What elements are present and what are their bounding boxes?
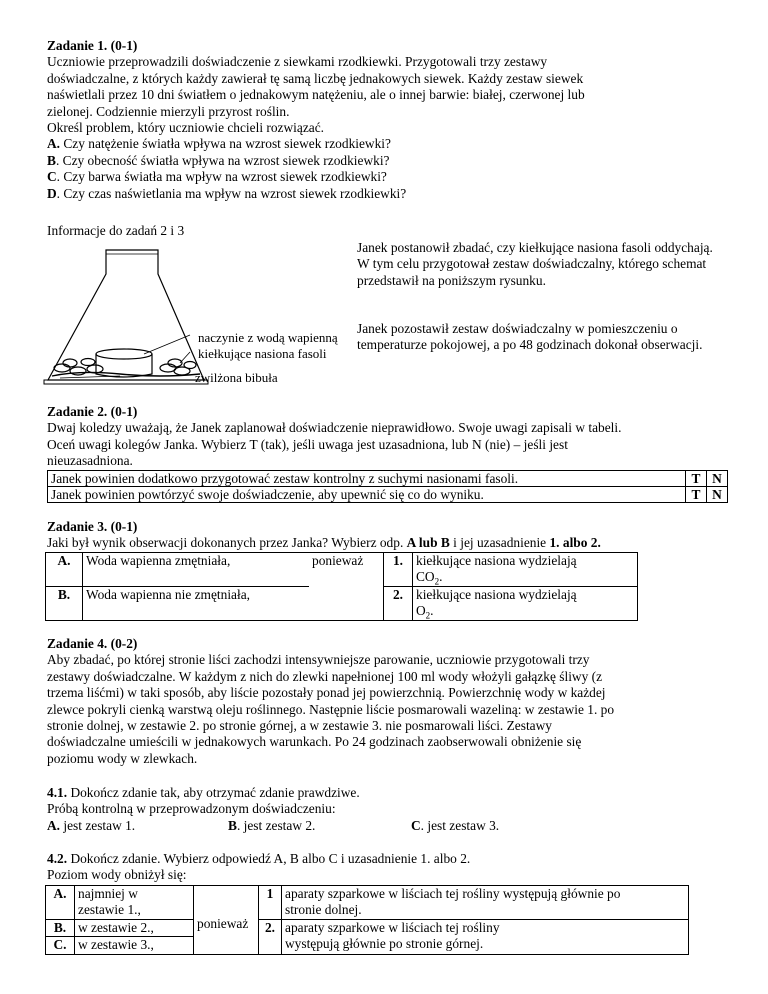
task-4-1-stem: Próbą kontrolną w przeprowadzonym doświadczeniu: [47,801,336,817]
statement: Janek powinien powtórzyć swoje doświadczenie, aby upewnić się co do wyniku. [48,486,686,502]
because: ponieważ [309,553,384,621]
task-1-line: zielonej. Codziennie mierzyli przyrost roślin. [47,103,290,119]
choice-a-text: najmniej w zestawie 1., [75,886,194,920]
task-4-line: poziomu wody w zlewkach. [47,750,198,766]
answer-grid [45,552,638,621]
reason-1[interactable]: 1. [384,553,413,587]
task-3-title: Zadanie 3. (0-1) [47,519,138,534]
task-1-line: doświadczalne, z których każdy zawierał tę samą liczbę jednakowych siewek. Każdy zestaw siewek [47,70,584,86]
task-1-line: Uczniowie przeprowadzili doświadczenie z siewkami rzodkiewki. Przygotowali trzy zestawy [47,54,548,70]
choice-b[interactable]: B. [46,586,83,620]
statement: Janek powinien dodatkowo przygotować zestaw kontrolny z suchymi nasionami fasoli. [48,470,686,486]
answer-false[interactable]: N [707,470,728,486]
choice-a[interactable]: A. [46,886,75,920]
task-1-line: naświetlali przez 10 dni światłem o jednakowym natężeniu, ale o innej barwie: białej, czerwonej lub [47,87,585,103]
task-2-line: nieuzasadniona. [47,453,133,469]
table-row [48,470,728,486]
because: ponieważ [194,886,259,955]
task-4-title: Zadanie 4. (0-2) [47,636,138,651]
option-c[interactable]: C. jest zestaw 3. [411,817,500,833]
reason-1-text: kiełkujące nasiona wydzielają $CO_2$. [413,553,638,587]
table-row [48,486,728,502]
task-4-line: doświadczalne umieścili w jednakowych warunkach. Po 24 godzinach zaobserwowali obniżenie się [47,734,582,750]
task-1-line: Określ problem, który uczniowie chcieli rozwiązać. [47,120,324,136]
choice-b-text: Woda wapienna nie zmętniała, [83,586,310,620]
task-4-line: stronie dolnej, w zestawie 2. po stronie górnej, a w zestawie 3. nie posmarowali liści. Zestawy [47,718,552,734]
task-4-line: zestawy doświadczalne. W każdym z nich do zlewki napełnionej 100 ml wody włożyli gałązkę śliwy (z [47,668,603,684]
choice-b[interactable]: B. [46,919,75,936]
option-b[interactable]: B. Czy obecność światła wpływa na wzrost siewek rzodkiewki? [47,152,390,168]
task-2-line: Dwaj koledzy uważają, że Janek zaplanował doświadczenie nieprawidłowo. Swoje uwagi zapisali w tabeli. [47,420,622,436]
task-4 [47,636,727,767]
reason-2-text: kiełkujące nasiona wydzielają $O_2$. [413,586,638,620]
answer-true[interactable]: T [686,470,707,486]
task-4-line: trzema liśćmi) w taki sposób, aby liście pozostały ponad jej powierzchnią. Powierzchnię wody w każdej [47,685,606,701]
info-heading: Informacje do zadań 2 i 3 [47,223,185,238]
task-4-2-stem: Poziom wody obniżył się: [47,867,187,883]
label-vessel: naczynie z wodą wapienną [198,330,338,345]
task-4-1 [47,785,727,835]
task-2 [47,404,727,503]
choice-c[interactable]: C. [46,937,75,954]
answer-true[interactable]: T [686,486,707,502]
task-2-title: Zadanie 2. (0-1) [47,404,138,419]
option-b[interactable]: B. jest zestaw 2. [228,817,316,833]
label-paper: zwilżona bibuła [195,370,278,385]
answer-false[interactable]: N [707,486,728,502]
task-1-title: Zadanie 1. (0-1) [47,38,138,53]
option-a[interactable]: A. Czy natężenie światła wpływa na wzrost siewek rzodkiewki? [47,136,391,152]
option-d[interactable]: D. Czy czas naświetlania ma wpływ na wzrost siewek rzodkiewki? [47,185,407,201]
label-seeds: kiełkujące nasiona fasoli [198,346,327,361]
task-4-1-prompt: 4.1. Dokończ zdanie tak, aby otrzymać zdanie prawdziwe. [47,785,360,800]
choice-b-text: w zestawie 2., [75,919,194,936]
true-false-table [47,470,728,503]
option-a[interactable]: A. jest zestaw 1. [47,817,136,833]
task-3 [47,519,727,621]
task-1 [47,38,727,202]
info-paragraph-2: Janek pozostawił zestaw doświadczalny w pomieszczeniu o temperaturze pokojowej, a po 48 godzinach dokonał obserwacji. [357,321,703,353]
task-4-2-prompt: 4.2. Dokończ zdanie. Wybierz odpowiedź A, B albo C i uzasadnienie 1. albo 2. [47,851,471,866]
choice-c-text: w zestawie 3., [75,937,194,954]
task-4-line: Aby zbadać, po której stronie liści zachodzi intensywniejsze parowanie, uczniowie przygotowali trzy [47,652,590,668]
reason-2-text: aparaty szparkowe w liściach tej rośliny występują głównie po stronie górnej. [282,919,689,954]
reason-1-text: aparaty szparkowe w liściach tej rośliny występują głównie po stronie dolnej. [282,886,689,920]
answer-grid [45,885,689,955]
task-2-line: Oceń uwagi kolegów Janka. Wybierz T (tak), jeśli uwaga jest uzasadniona, lub N (nie) – jeśli jest [47,436,568,452]
reason-2[interactable]: 2. [384,586,413,620]
option-c[interactable]: C. Czy barwa światła ma wpływ na wzrost siewek rzodkiewki? [47,169,387,185]
task-4-2 [47,851,727,953]
info-paragraph-1: Janek postanowił zbadać, czy kiełkujące nasiona fasoli oddychają. W tym celu przygotował zestaw doświadczalny, którego schemat przedstawił na poniższym rysunku. [357,240,713,288]
choice-a-text: Woda wapienna zmętniała, [83,553,310,587]
reason-1[interactable]: 1 [259,886,282,920]
reason-2[interactable]: 2. [259,919,282,954]
task-4-line: zlewce pokryli cienką warstwą oleju roślinnego. Następnie liście posmarowali wazeliną: w zestawie 1. po [47,701,615,717]
task-3-question: Jaki był wynik obserwacji dokonanych przez Janka? Wybierz odp. A lub B i jej uzasadnienie 1. albo 2. [47,535,601,551]
choice-a[interactable]: A. [46,553,83,587]
